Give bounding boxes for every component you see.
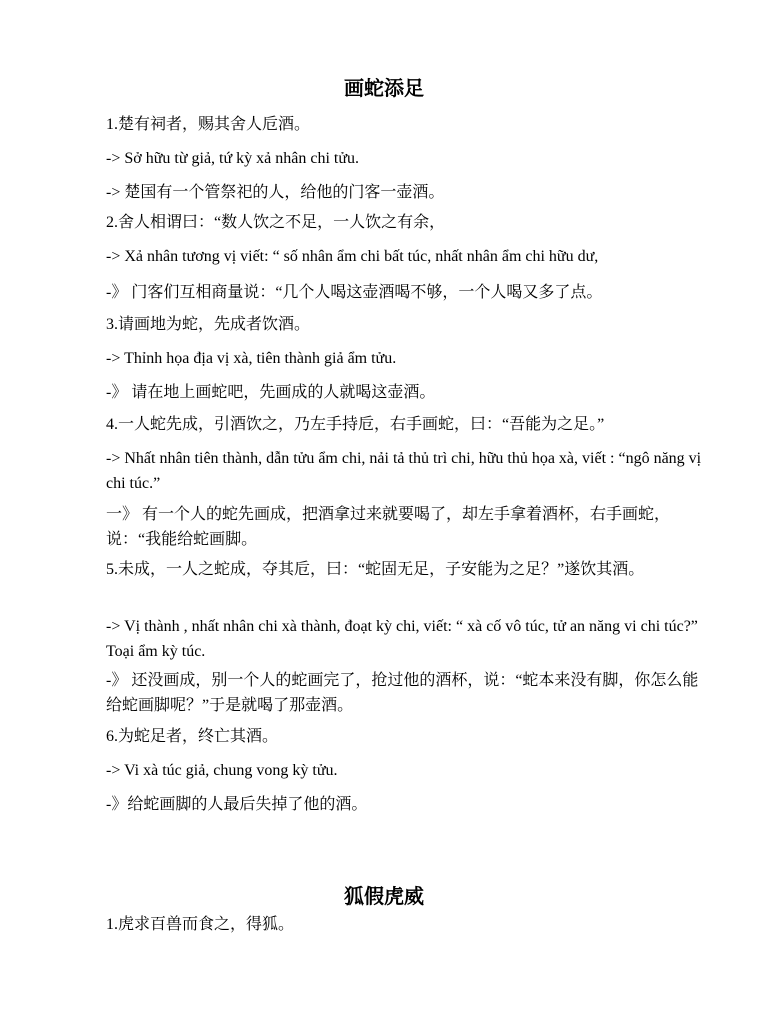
classical-chinese-line: 3.请画地为蛇，先成者饮酒。 (106, 316, 311, 333)
classical-chinese-line: 4.一人蛇先成，引酒饮之，乃左手持卮，右手画蛇，曰：“吾能为之足。” (106, 416, 605, 433)
vietnamese-reading-line: -> Sở hữu từ giả, tứ kỳ xả nhân chi tửu. (106, 150, 360, 167)
modern-chinese-translation-line: -》 门客们互相商量说：“几个人喝这壶酒喝不够，一个人喝又多了点。 (106, 284, 603, 301)
classical-chinese-line: 1.楚有祠者，赐其舍人卮酒。 (106, 116, 311, 133)
vietnamese-reading-line: -> Nhất nhân tiên thành, dẫn tửu ẩm chi, nải tả thủ trì chi, hữu thủ họa xà, viết : “ngô năng vị chi túc.” (106, 450, 702, 492)
section-title: 画蛇添足 (344, 76, 424, 100)
vietnamese-reading-line: -> Xả nhân tương vị viết: “ số nhân ẩm chi bất túc, nhất nhân ẩm chi hữu dư, (106, 248, 599, 265)
modern-chinese-translation-line: 一》 有一个人的蛇先画成，把酒拿过来就要喝了，却左手拿着酒杯，右手画蛇，说：“我能给蛇画脚。 (106, 506, 671, 548)
classical-chinese-line: 2.舍人相谓曰：“数人饮之不足，一人饮之有余， (106, 214, 446, 231)
modern-chinese-translation-line: -》 还没画成，别一个人的蛇画完了，抢过他的酒杯，说：“蛇本来没有脚，你怎么能给蛇画脚呢？”于是就喝了那壶酒。 (106, 672, 699, 714)
modern-chinese-translation-line: -》 请在地上画蛇吧，先画成的人就喝这壶酒。 (106, 384, 436, 401)
classical-chinese-line: 5.未成，一人之蛇成，夺其卮，曰：“蛇固无足，子安能为之足？”遂饮其酒。 (106, 561, 645, 578)
modern-chinese-translation-line: -> 楚国有一个管祭祀的人，给他的门客一壶酒。 (106, 184, 445, 201)
classical-chinese-line: 6.为蛇足者，终亡其酒。 (106, 728, 279, 745)
vietnamese-reading-line: -> Thỉnh họa địa vị xà, tiên thành giả ẩm tửu. (106, 350, 397, 367)
section-title: 狐假虎威 (344, 884, 424, 908)
classical-chinese-line: 1.虎求百兽而食之，得狐。 (106, 916, 295, 933)
vietnamese-reading-line: -> Vi xà túc giả, chung vong kỳ tửu. (106, 762, 338, 779)
modern-chinese-translation-line: -》给蛇画脚的人最后失掉了他的酒。 (106, 796, 368, 813)
vietnamese-reading-line: -> Vị thành , nhất nhân chi xà thành, đoạt kỳ chi, viết: “ xà cố vô túc, tử an năng vi chi túc?” Toại ẩm kỳ túc. (106, 618, 698, 660)
